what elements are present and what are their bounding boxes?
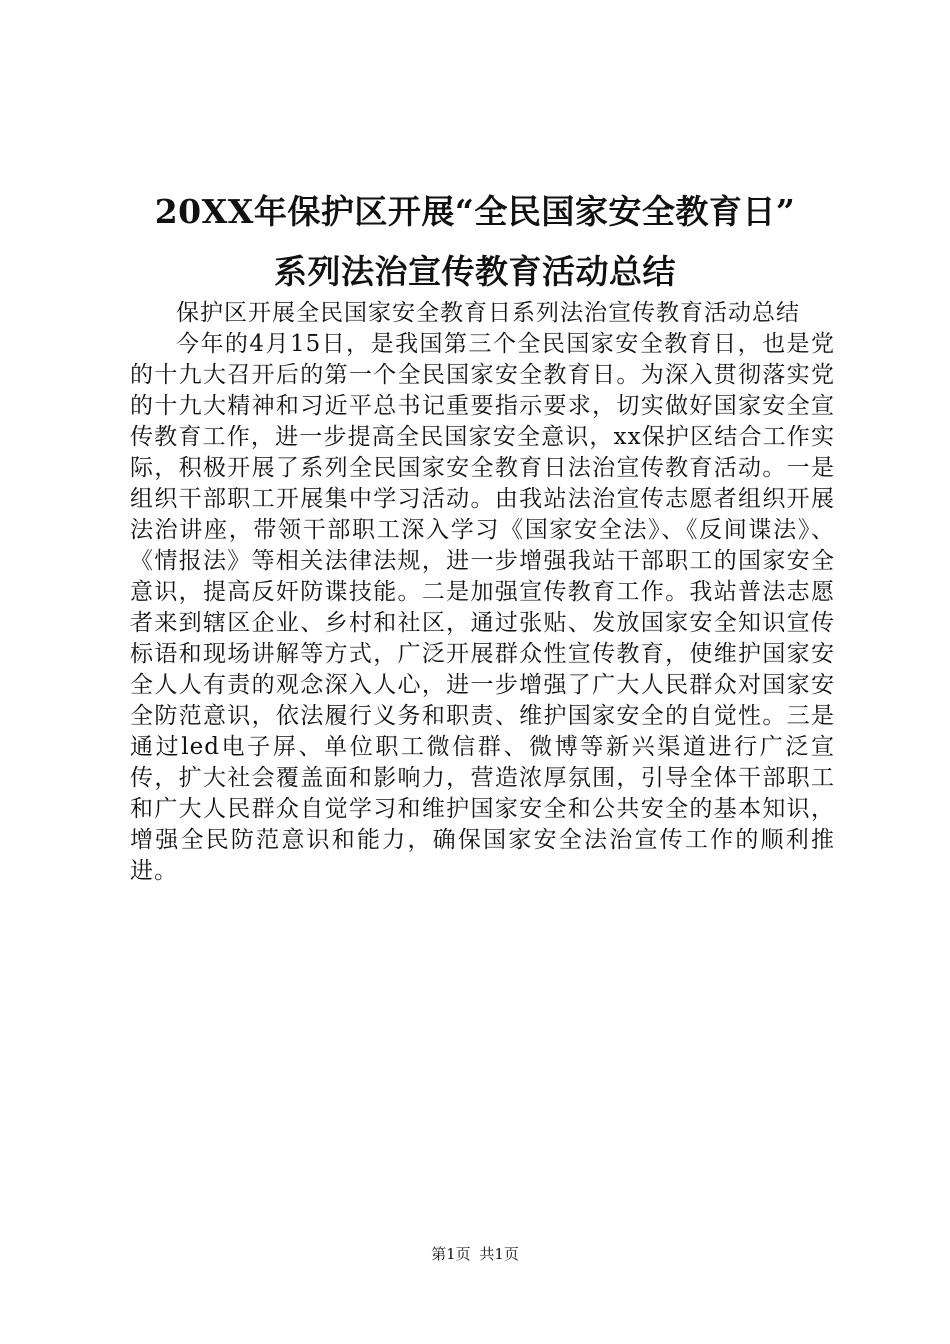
page-footer xyxy=(0,1244,950,1264)
document-title-line-2: 系列法治宣传教育活动总结 xyxy=(274,252,676,291)
body-paragraph-main: 今年的4月15日，是我国第三个全民国家安全教育日，也是党的十九大召开后的第一个全民国家安全教育日。为深入贯彻落实党的十九大精神和习近平总书记重要指示要求，切实做好国家安全宣传教育工作，进一步提高全民国家安全意识，xx保护区结合工作实际，积极开展了系列全民国家安全教育日法治宣传教育活动。一是组织干部职工开展集中学习活动。由我站法治宣传志愿者组织开展法治讲座，带领干部职工深入学习《国家安全法》、《反间谍法》、《情报法》等相关法律法规，进一步增强我站干部职工的国家安全意识，提高反奸防谍技能。二是加强宣传教育工作。我站普法志愿者来到辖区企业、乡村和社区，通过张贴、发放国家安全知识宣传标语和现场讲解等方式，广泛开展群众性宣传教育，使维护国家安全人人有责的观念深入人心，进一步增强了广大人民群众对国家安全防范意识，依法履行义务和职责、维护国家安全的自觉性。三是通过led电子屏、单位职工微信群、微博等新兴渠道进行广泛宣传，扩大社会覆盖面和影响力，营造浓厚氛围，引导全体干部职工和广大人民群众自觉学习和维护国家安全和公共安全的基本知识，增强全民防范意识和能力，确保国家安全法治宣传工作的顺利推进。 xyxy=(130,331,835,884)
page-number-current: 第1页 xyxy=(431,1245,471,1263)
page-number-total: 共1页 xyxy=(479,1245,519,1263)
document-body xyxy=(130,298,835,887)
body-paragraph-subtitle: 保护区开展全民国家安全教育日系列法治宣传教育活动总结 xyxy=(176,300,800,326)
document-title-line-1: 20XX年保护区开展“全民国家安全教育日” xyxy=(154,192,796,231)
